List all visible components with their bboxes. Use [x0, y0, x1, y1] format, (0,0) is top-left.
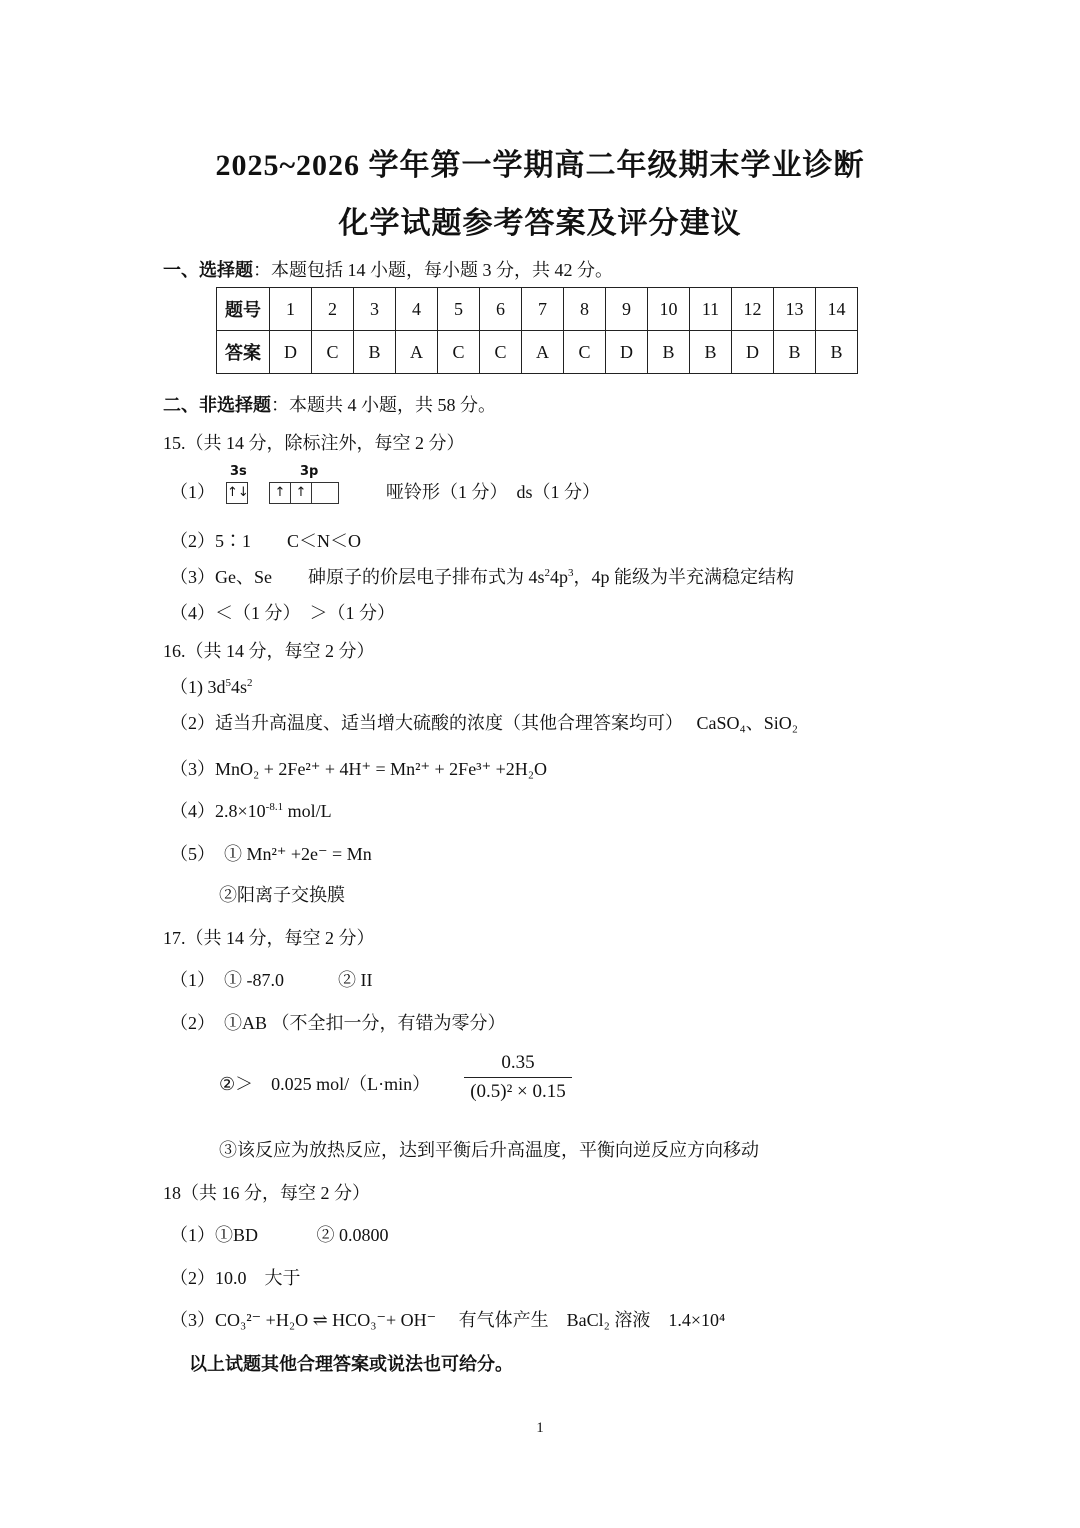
orbital-3s-label: 3s — [230, 464, 247, 479]
q15-part4: （4）＜（1 分） ＞（1 分） — [170, 603, 395, 623]
q16-part4 — [170, 797, 332, 823]
table-cell-number: 7 — [522, 288, 564, 331]
q18-part1: （1）①BD ② 0.0800 — [170, 1225, 389, 1245]
equilibrium-constant-fraction — [464, 1052, 572, 1103]
table-cell-number: 11 — [690, 288, 732, 331]
q15-part1-number: （1） — [170, 482, 215, 502]
section-2-heading — [163, 391, 496, 417]
q18-part3: （3）CO₃²⁻ +H₂O ⇌ HCO₃⁻+ OH⁻ 有气体产生 BaCl₂ 溶液 1.4×10⁴ — [170, 1310, 726, 1330]
table-header-label: 题号 — [217, 288, 270, 331]
title-line-1: 2025~2026 学年第一学期高二年级期末学业诊断 — [215, 149, 865, 182]
q16-part4-b: mol/L — [283, 801, 332, 821]
q16-part3: （3）MnO₂ + 2Fe²⁺ + 4H⁺ = Mn²⁺ + 2Fe³⁺ +2H₂O — [170, 759, 548, 779]
q16-part2: （2）适当升高温度、适当增大硫酸的浓度（其他合理答案均可） CaSO₄、SiO₂ — [170, 713, 799, 733]
orbital-3p-box — [269, 482, 339, 504]
table-cell-answer: C — [480, 331, 522, 374]
table-row-answers — [217, 331, 858, 374]
table-cell-number: 4 — [396, 288, 438, 331]
q15-part3 — [170, 563, 794, 589]
table-cell-answer: C — [312, 331, 354, 374]
table-cell-answer: C — [564, 331, 606, 374]
q15-part3-a: （3）Ge、Se 砷原子的价层电子排布式为 4s — [170, 567, 545, 587]
table-cell-answer: B — [354, 331, 396, 374]
q16-part1-sup1: 5 — [225, 677, 231, 689]
q16-part5: （5） ① Mn²⁺ +2e⁻ = Mn — [170, 844, 372, 864]
orbital-3p-cell — [312, 483, 338, 503]
q15-part2: （2）5∶1 C＜N＜O — [170, 531, 362, 551]
table-cell-number: 12 — [732, 288, 774, 331]
q16-part4-a: （4）2.8×10 — [170, 801, 266, 821]
table-cell-number: 8 — [564, 288, 606, 331]
table-cell-answer: D — [732, 331, 774, 374]
orbital-3s-box — [226, 482, 248, 504]
q16-part1-sup2: 2 — [247, 677, 253, 689]
q16-part1 — [170, 673, 253, 699]
q15-part3-c: ，4p 能级为半充满稳定结构 — [573, 567, 794, 587]
table-cell-answer: A — [396, 331, 438, 374]
table-cell-number: 2 — [312, 288, 354, 331]
table-cell-number: 9 — [606, 288, 648, 331]
q17-part2-2: ②＞ 0.025 mol/（L·min） — [219, 1074, 431, 1094]
section-1-heading — [163, 256, 613, 282]
orbital-3s-cell: ↑↓ — [227, 485, 249, 500]
page-number: 1 — [536, 1420, 544, 1436]
q16-heading: 16.（共 14 分，每空 2 分） — [163, 641, 375, 661]
table-answer-label: 答案 — [217, 331, 270, 374]
table-cell-answer: D — [606, 331, 648, 374]
table-cell-answer: A — [522, 331, 564, 374]
q15-part3-sup2: 3 — [568, 567, 574, 579]
q15-part1-answer: 哑铃形（1 分） ds（1 分） — [386, 482, 601, 502]
q18-heading: 18（共 16 分，每空 2 分） — [163, 1183, 370, 1203]
q15-part3-b: 4p — [550, 567, 568, 587]
table-cell-number: 6 — [480, 288, 522, 331]
orbital-3p-cell: ↑ — [291, 483, 312, 503]
q17-part2-3: ③该反应为放热反应，达到平衡后升高温度，平衡向逆反应方向移动 — [219, 1140, 759, 1160]
table-cell-answer: B — [648, 331, 690, 374]
table-row-numbers — [217, 288, 858, 331]
section-1-label: 一、选择题 — [163, 260, 253, 280]
q15-heading: 15.（共 14 分，除标注外，每空 2 分） — [163, 433, 465, 453]
footer-note: 以上试题其他合理答案或说法也可给分。 — [189, 1354, 513, 1374]
table-cell-number: 10 — [648, 288, 690, 331]
orbital-3p-label: 3p — [300, 464, 319, 479]
q18-part2: （2）10.0 大于 — [170, 1268, 301, 1288]
q16-part1-b: 4s — [231, 677, 248, 697]
table-cell-number: 3 — [354, 288, 396, 331]
orbital-3p-cell: ↑ — [270, 483, 291, 503]
table-cell-answer: C — [438, 331, 480, 374]
title-line-2: 化学试题参考答案及评分建议 — [338, 207, 742, 240]
table-cell-number: 5 — [438, 288, 480, 331]
q16-part1-a: （1) 3d — [170, 677, 226, 697]
q17-heading: 17.（共 14 分，每空 2 分） — [163, 928, 375, 948]
table-cell-answer: B — [774, 331, 816, 374]
table-cell-number: 1 — [270, 288, 312, 331]
section-1-desc: ：本题包括 14 小题，每小题 3 分，共 42 分。 — [253, 260, 613, 280]
table-cell-number: 13 — [774, 288, 816, 331]
q17-part2: （2） ①AB （不全扣一分，有错为零分） — [170, 1013, 506, 1033]
q16-part4-sup: -8.1 — [265, 801, 284, 813]
table-cell-answer: B — [816, 331, 858, 374]
table-cell-answer: B — [690, 331, 732, 374]
q17-part1: （1） ① -87.0 ② II — [170, 970, 373, 990]
section-2-desc: ：本题共 4 小题，共 58 分。 — [271, 395, 496, 415]
q16-part5-2: ②阳离子交换膜 — [219, 885, 345, 905]
table-cell-answer: D — [270, 331, 312, 374]
answer-table — [216, 287, 858, 374]
table-cell-number: 14 — [816, 288, 858, 331]
fraction-numerator: 0.35 — [464, 1052, 572, 1078]
fraction-denominator: (0.5)² × 0.15 — [470, 1081, 566, 1102]
q15-part3-sup1: 2 — [544, 567, 550, 579]
section-2-label: 二、非选择题 — [163, 395, 271, 415]
